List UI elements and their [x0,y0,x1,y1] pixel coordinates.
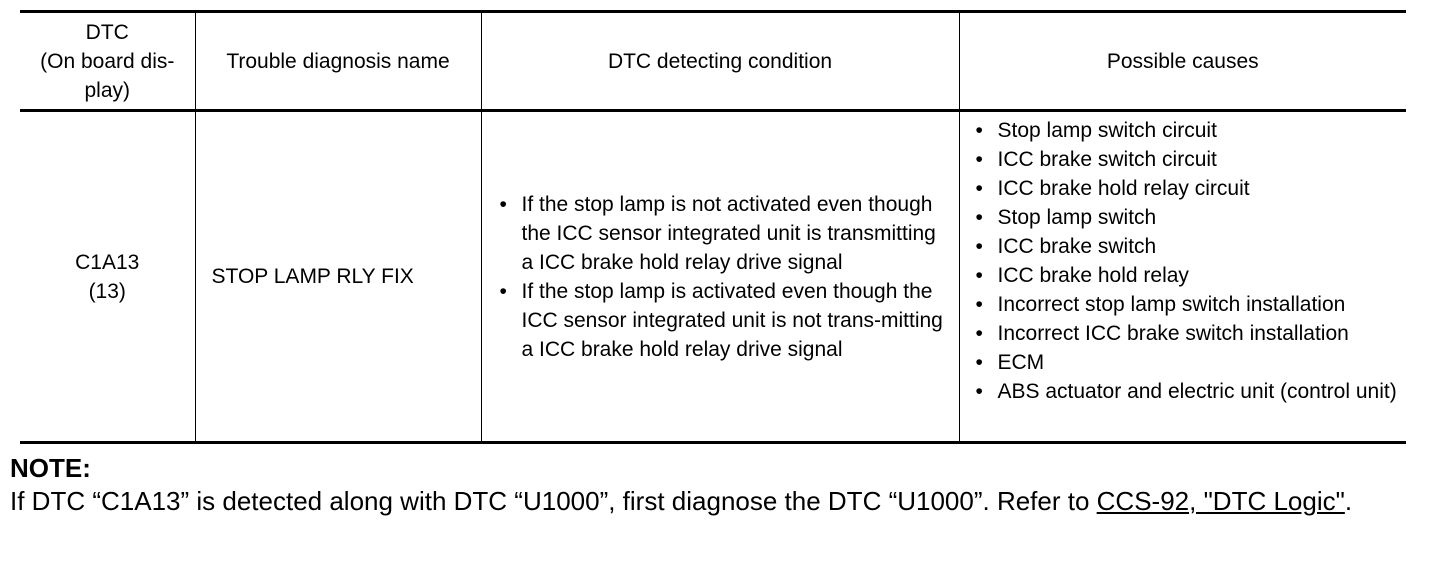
header-dtc-line2: (On board dis- [40,49,175,73]
header-possible-causes: Possible causes [959,12,1406,111]
header-diagnosis-name: Trouble diagnosis name [195,12,481,111]
reference-link[interactable]: CCS-92, "DTC Logic" [1096,486,1345,516]
note-title: NOTE: [10,453,91,483]
list-item: • ECM [974,348,1401,377]
note-block [10,452,1430,518]
list-item: • Incorrect stop lamp switch installation [974,290,1401,319]
dtc-code: C1A13 [75,250,140,274]
list-item: • ICC brake switch circuit [974,145,1401,174]
dtc-display: (13) [88,279,126,303]
table-row [20,111,1406,443]
dtc-table [20,10,1406,444]
list-item: • Incorrect ICC brake switch installation [974,319,1401,348]
possible-causes-cell [959,111,1406,443]
list-item: • ICC brake hold relay circuit [974,174,1401,203]
table-header-row [20,12,1406,111]
diagnosis-name: STOP LAMP RLY FIX [195,111,481,443]
list-item: • Stop lamp switch [974,203,1401,232]
list-item: • Stop lamp switch circuit [974,116,1401,145]
condition-list [498,190,953,364]
header-dtc [20,12,195,111]
header-dtc-line3: play) [84,78,131,102]
list-item: • ICC brake hold relay [974,261,1401,290]
list-item: • ABS actuator and electric unit (control unit) [974,377,1401,406]
list-item: • If the stop lamp is not activated even though the ICC sensor integrated unit is transmitting a ICC brake hold relay drive signal [498,190,953,277]
causes-list [974,116,1401,406]
header-dtc-line1: DTC [85,20,129,44]
detecting-condition-cell [481,111,959,443]
list-item: • If the stop lamp is activated even though the ICC sensor integrated unit is not trans-mitting a ICC brake hold relay drive signal [498,277,953,364]
header-detecting-condition: DTC detecting condition [481,12,959,111]
list-item: • ICC brake switch [974,232,1401,261]
note-text-end: . [1344,486,1353,516]
dtc-cell [20,111,195,443]
note-text: If DTC “C1A13” is detected along with DTC “U1000”, first diagnose the DTC “U1000”. Refer to [10,486,1097,516]
